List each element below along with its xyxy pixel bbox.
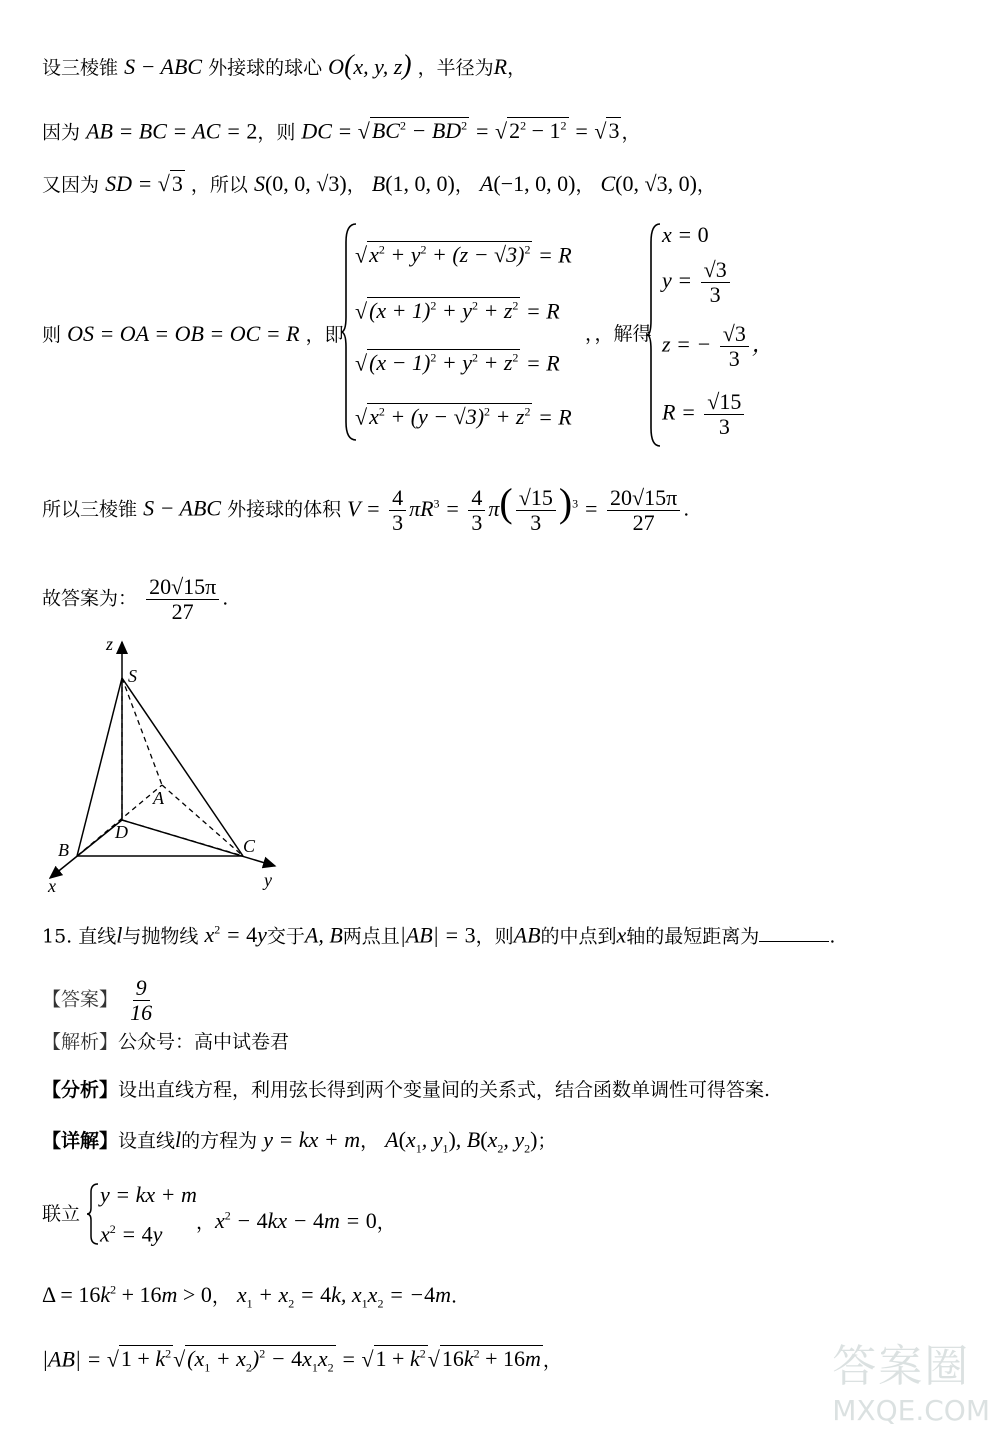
solution-y: y = $\frac{√3}{3}$ [662, 258, 733, 307]
equation-3: $√(x - 1)^2 + y^2 + z^2 = R$ [355, 350, 560, 376]
text: 又因为 [42, 174, 100, 196]
answer-tag: 【答案】 [42, 988, 119, 1011]
label-z: z [106, 634, 114, 654]
text: 设三棱锥 [42, 57, 119, 79]
text: 外接球的体积 [227, 498, 342, 521]
answer-blank [759, 941, 829, 942]
left-brace-icon [86, 1182, 100, 1246]
lianli-line: 联立 [42, 1203, 81, 1225]
label-c: C [243, 836, 256, 856]
xiangjie-line: 【详解】设直线l的方程为 y = kx + m， $A(x_1$, $y_1$), $B(x_2$, $y_2$)； [42, 1127, 557, 1156]
equation-2: $√(x + 1)^2 + y^2 + z^2 = R$ [355, 298, 560, 324]
line-final-answer: 故答案为： $\frac{20√15\pi}{27}$ . [42, 574, 229, 624]
text: 外接球的球心 [208, 57, 323, 79]
answer-line: 【答案】 $\frac{9}{16}$ [42, 975, 153, 1025]
label-x: x [48, 876, 56, 895]
line-system: 则 OS = OA = OB = OC = R ，即 [42, 321, 344, 346]
tetrahedron-figure [40, 630, 300, 895]
line-coords: 又因为 SD = √3 ，所以 S(0, 0, √3)， B(1, 0, 0)， A(−1, 0, 0)， C(0, √3, 0)， [42, 171, 716, 196]
text: ，所以 [190, 174, 248, 196]
question-number: 15. [42, 925, 73, 948]
equation-4: $√x^2 + (y - √3)^2 + z^2 = R$ [355, 404, 572, 430]
text: 故答案为： [42, 587, 138, 610]
label-s: S [128, 666, 137, 686]
text: 因为 [42, 121, 81, 144]
solution-x: x = 0 [662, 222, 709, 247]
quadratic-eq: ，$x^2 - 4kx - 4m = 0$， [196, 1208, 396, 1234]
text: ，半径为 [417, 57, 494, 79]
fenxi-tag: 【分析】 [42, 1079, 119, 1101]
line-sphere-center: 设三棱锥 S − ABC 外接球的球心 O(x, y, z) ，半径为R， [42, 50, 527, 81]
system-eq-1: y = kx + m [100, 1182, 197, 1207]
left-brace-icon [646, 222, 662, 448]
question-15: 15. 直线l与抛物线 $x^2 = 4y$交于A, B两点且|AB| = 3，则AB的中点到x轴的最短距离为 . [42, 922, 836, 948]
watermark-logo: 答案圈 MXQE.COM [832, 1341, 990, 1427]
solution-r: R = $\frac{√15}{3}$ [662, 390, 747, 439]
text: 则 [42, 324, 62, 346]
line-volume: 所以三棱锥 S − ABC 外接球的体积 V = $\frac{4}{3}$ $\pi R^3$ = $\frac{4}{3}$ π( $\frac{√15}{3}$ )$^3$ = $\frac{20√15\pi}{27}$ . [42, 479, 690, 535]
fenxi-line: 【分析】设出直线方程，利用弦长得到两个变量间的关系式，结合函数单调性可得答案. [42, 1079, 771, 1101]
label-b: B [58, 840, 69, 860]
label-a: A [153, 788, 164, 808]
xiangjie-tag: 【详解】 [42, 1130, 119, 1152]
solve-label: ，，解得 [585, 323, 652, 345]
text: ，即 [305, 324, 344, 346]
label-y: y [264, 870, 272, 890]
delta-line: $\Delta = 16k^2 + 16m > 0$， $x_1 + x_2 = 4k$, $x_1x_2 = -4m$. [42, 1282, 458, 1311]
chord-length-line: $|AB| = √1 + k^2√(x_1 + x_2)^2 - 4x_1x_2 = √1 + k^2√16k^2 + 16m$ ， [42, 1346, 562, 1375]
edge-sc [122, 678, 243, 856]
edge-sa [122, 678, 162, 785]
system-eq-2: $x^2 = 4y$ [100, 1221, 163, 1247]
jiexi-line: 【解析】公众号：高中试卷君 [42, 1031, 290, 1053]
solution-z: z = − $\frac{√3}{3}$ ， [662, 321, 774, 371]
line-dc: 因为 AB = BC = AC = 2，则 DC = $√BC^2 - BD^2 = √2^2 - 1^2 = √3$ ， [42, 118, 641, 144]
jiexi-tag: 【解析】 [42, 1031, 119, 1053]
equation-1: $√x^2 + y^2 + (z - √3)^2 = R$ [355, 242, 572, 268]
label-d: D [115, 822, 128, 842]
text: 所以三棱锥 [42, 498, 138, 521]
